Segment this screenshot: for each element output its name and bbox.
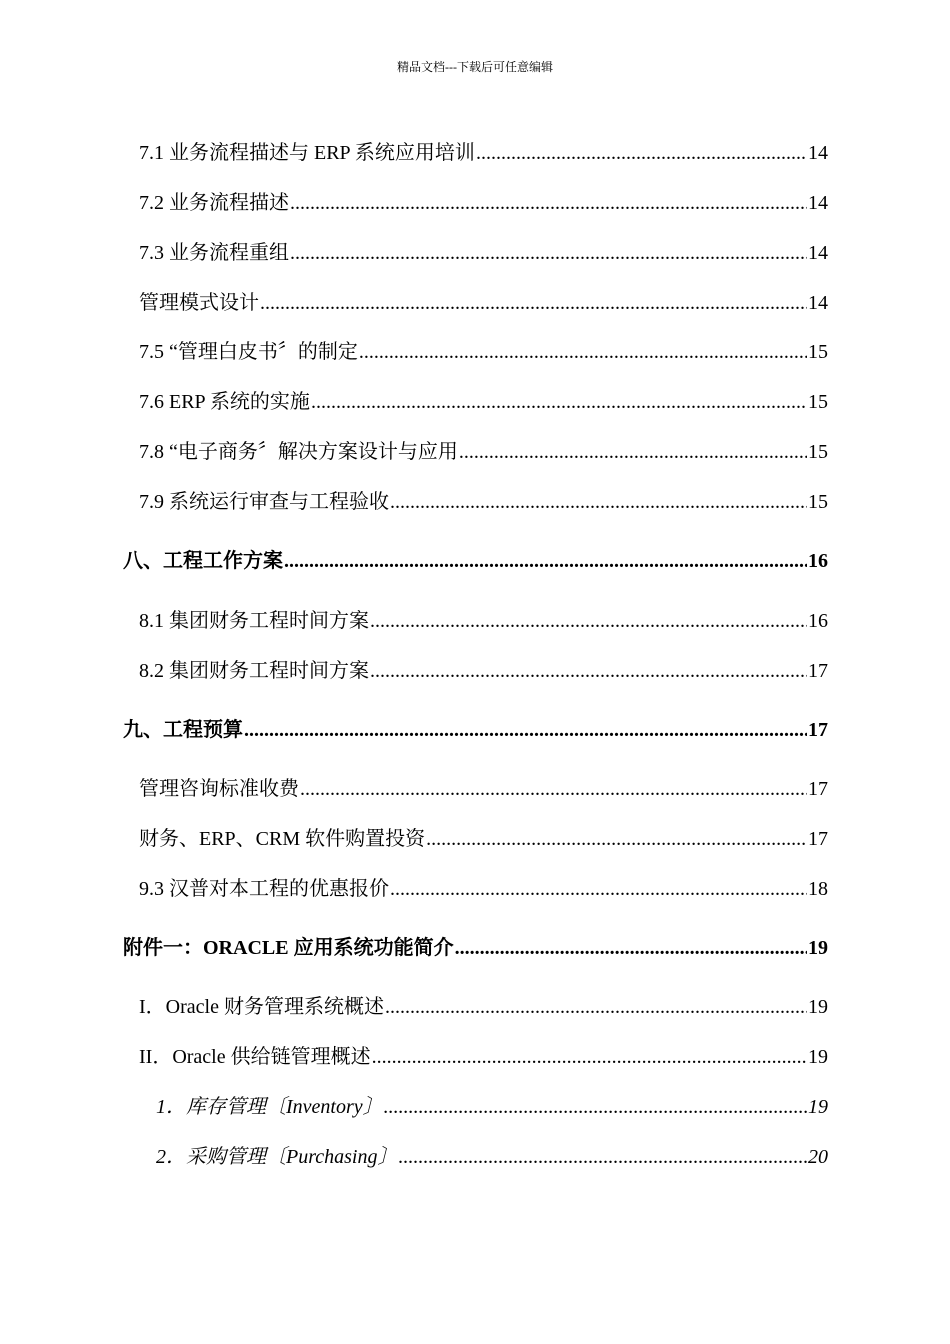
toc-entry-title: 7.1 业务流程描述与 ERP 系统应用培训 (139, 142, 475, 164)
toc-page-number: 16 (808, 610, 828, 632)
toc-entry-title: 7.6 ERP 系统的实施 (139, 391, 310, 413)
toc-page-number: 15 (808, 341, 828, 363)
toc-entry-title: 7.5 “管理白皮书〞的制定 (139, 341, 358, 363)
toc-entry-title: 管理模式设计 (139, 292, 259, 314)
toc-leader-dots (284, 550, 807, 573)
toc-entry[interactable] (139, 186, 828, 215)
toc-entry[interactable] (139, 822, 828, 851)
toc-subentry[interactable] (156, 1140, 828, 1169)
toc-entry[interactable] (139, 286, 828, 315)
toc-entry[interactable] (139, 136, 828, 165)
toc-leader-dots (384, 1096, 807, 1119)
toc-page-number: 15 (808, 491, 828, 513)
toc-leader-dots (370, 610, 807, 633)
toc-page-number: 16 (808, 550, 828, 572)
toc-page-number: 15 (808, 391, 828, 413)
toc-leader-dots (290, 192, 807, 215)
toc-entry[interactable] (139, 385, 828, 414)
toc-leader-dots (290, 242, 807, 265)
toc-entry[interactable] (139, 236, 828, 265)
toc-entry[interactable] (139, 604, 828, 633)
toc-leader-dots (459, 441, 807, 464)
toc-page-number: 17 (808, 719, 828, 741)
toc-page-number: 14 (808, 192, 828, 214)
toc-page-number: 14 (808, 242, 828, 264)
toc-entry[interactable] (139, 435, 828, 464)
toc-entry-title: 8.2 集团财务工程时间方案 (139, 660, 369, 682)
toc-entry-title: II．Oracle 供给链管理概述 (139, 1046, 371, 1068)
toc-leader-dots (372, 1046, 807, 1069)
toc-entry[interactable] (139, 772, 828, 801)
toc-leader-dots (426, 828, 807, 851)
toc-entry[interactable] (139, 990, 828, 1019)
toc-entry-title: 管理咨询标准收费 (139, 778, 299, 800)
toc-entry-title: 8.1 集团财务工程时间方案 (139, 610, 369, 632)
toc-entry-title: 7.9 系统运行审查与工程验收 (139, 491, 389, 513)
toc-entry-title: 7.3 业务流程重组 (139, 242, 289, 264)
toc-page-number: 15 (808, 441, 828, 463)
toc-entry-title: 7.2 业务流程描述 (139, 192, 289, 214)
toc-page-number: 17 (808, 660, 828, 682)
toc-page-number: 19 (808, 996, 828, 1018)
toc-page-number: 17 (808, 828, 828, 850)
toc-entry-title: 7.8 “电子商务〞解决方案设计与应用 (139, 441, 458, 463)
toc-leader-dots (311, 391, 807, 414)
toc-leader-dots (260, 292, 807, 315)
toc-page-number: 17 (808, 778, 828, 800)
toc-leader-dots (359, 341, 807, 364)
toc-entry-title: 九、工程预算 (123, 719, 243, 741)
toc-leader-dots (244, 719, 807, 742)
toc-leader-dots (390, 878, 807, 901)
toc-entry[interactable] (139, 1040, 828, 1069)
toc-leader-dots (370, 660, 807, 683)
toc-page-number: 14 (808, 142, 828, 164)
toc-entry-title: 八、工程工作方案 (123, 550, 283, 572)
toc-entry-title: 财务、ERP、CRM 软件购置投资 (139, 828, 426, 850)
toc-leader-dots (476, 142, 807, 165)
toc-page-number: 19 (808, 1096, 828, 1118)
toc-entry-title: 1．库存管理〔Inventory〕 (156, 1096, 383, 1118)
toc-entry-title: 2．采购管理〔Purchasing〕 (156, 1146, 398, 1168)
toc-entry-title: 9.3 汉普对本工程的优惠报价 (139, 878, 389, 900)
toc-entry-title: 附件一：ORACLE 应用系统功能简介 (123, 937, 454, 959)
toc-chapter-entry[interactable] (123, 931, 828, 960)
toc-entry[interactable] (139, 335, 828, 364)
toc-page-number: 18 (808, 878, 828, 900)
toc-page-number: 20 (808, 1146, 828, 1168)
toc-page-number: 19 (808, 1046, 828, 1068)
toc-chapter-entry[interactable] (123, 713, 828, 742)
toc-entry[interactable] (139, 654, 828, 683)
toc-page-number: 14 (808, 292, 828, 314)
toc-chapter-entry[interactable] (123, 544, 828, 573)
toc-leader-dots (390, 491, 807, 514)
toc-page-number: 19 (808, 937, 828, 959)
toc-subentry[interactable] (156, 1090, 828, 1119)
toc-entry-title: I．Oracle 财务管理系统概述 (139, 996, 384, 1018)
toc-entry[interactable] (139, 485, 828, 514)
page-header: 精品文档---下载后可任意编辑 (397, 60, 553, 74)
toc-leader-dots (398, 1146, 807, 1169)
toc-leader-dots (300, 778, 807, 801)
toc-leader-dots (455, 937, 807, 960)
toc-entry[interactable] (139, 872, 828, 901)
toc-leader-dots (385, 996, 807, 1019)
